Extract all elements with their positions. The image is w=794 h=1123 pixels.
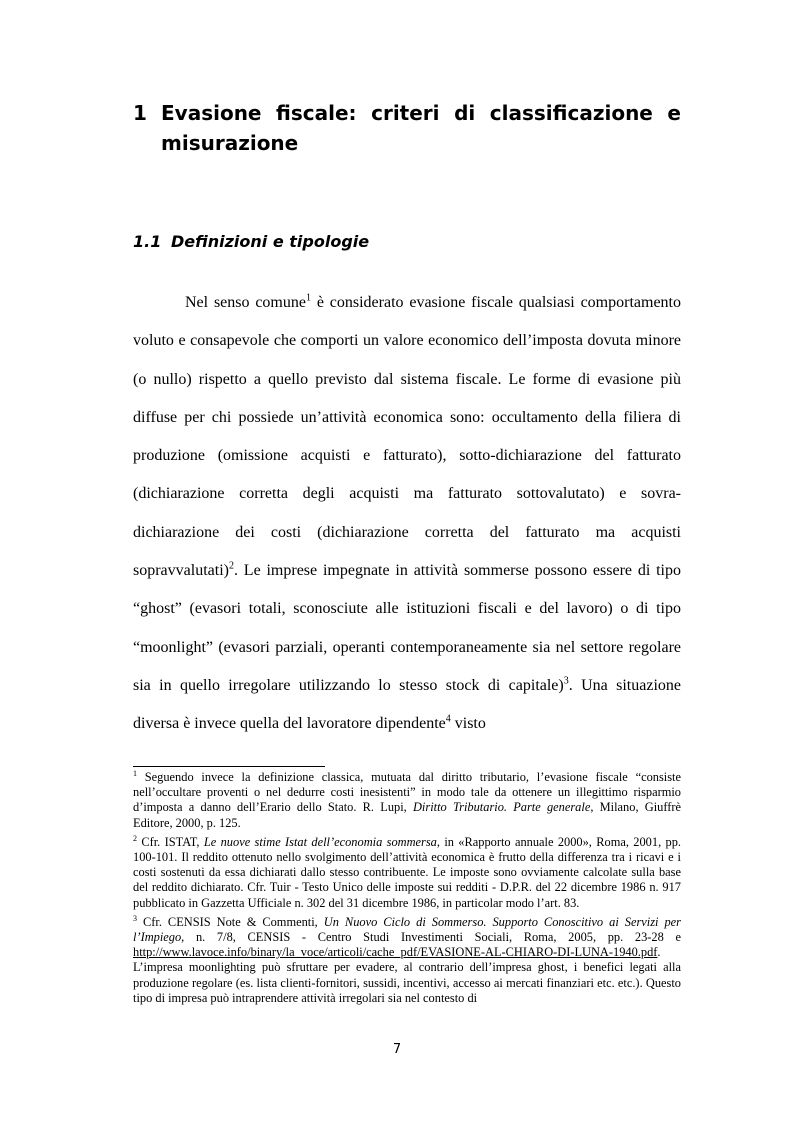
footnote-1 (133, 770, 681, 831)
body-text-part: . Una situazione diversa è invece quella del lavoratore dipendente (133, 676, 682, 733)
footnote-citation-title: Un Nuovo Ciclo di Sommerso. Supporto Conoscitivo ai Servizi per l’Impiego (133, 914, 682, 945)
footnote-text: , Milano, Giuffrè Editore, 2000, p. 125. (133, 800, 681, 830)
footnote-number: 2 (133, 833, 137, 843)
footnote-link[interactable]: http://www.lavoce.info/binary/la_voce/articoli/cache_pdf/EVASIONE-AL-CHIARO-DI-LUNA-1940.pdf (133, 945, 658, 960)
section-number: 1.1 (133, 232, 162, 251)
footnote-text: . L’impresa moonlighting può sfruttare per evadere, al contrario dell’impresa ghost, i benefici legati alla produzione regolare (es. lista clienti-fornitori, sussidi, incentivi, accesso ai mercati finanziari etc. etc.). Questo tipo di impresa può intraprendere attività irregolari sia nel contesto di (133, 945, 681, 1005)
body-text-part: . Le imprese impegnate in attività sommerse possono essere di tipo “ghost” (evasori totali, sconosciute alle istituzioni fiscali e del lavoro) o di tipo “moonlight” (evasori parziali, operanti contemporaneamente sia nel settore regolare sia in quello irregolare utilizzando lo stesso stock di capitale) (133, 562, 681, 694)
footnote-ref-3[interactable]: 3 (563, 675, 569, 687)
footnote-ref-4[interactable]: 4 (445, 713, 451, 725)
footnote-citation-title: Diritto Tributario. Parte generale (412, 800, 591, 815)
footnote-text: Cfr. CENSIS Note & Commenti, (137, 914, 324, 929)
footnote-ref-2[interactable]: 2 (228, 560, 234, 572)
footnote-text: , n. 7/8, CENSIS - Centro Studi Investimenti Sociali, Roma, 2005, pp. 23-28 e (181, 930, 681, 945)
body-text-part: visto (450, 715, 486, 733)
section-title (133, 230, 369, 254)
body-text-part: Nel senso comune (185, 294, 306, 311)
footnote-number: 1 (133, 768, 137, 778)
footnote-3 (133, 915, 681, 1006)
footnote-citation-title: Le nuove stime Istat dell’economia sommersa (203, 834, 437, 849)
footnote-2 (133, 835, 681, 911)
body-paragraph (133, 284, 681, 744)
footnote-text: Seguendo invece la definizione classica, mutuata dal diritto tributario, l’evasione fiscale “consiste nell’occultare proventi o nel dedurre costi inesistenti” in modo tale da ottenere un illegittimo risparmio d’imposta a danno dell’Erario dello Stato. R. Lupi, (133, 770, 681, 815)
page-number: 7 (392, 1042, 402, 1057)
chapter-number: 1 (133, 101, 147, 125)
footnote-separator (133, 766, 325, 767)
chapter-title-line2: misurazione (161, 131, 299, 155)
footnote-number: 3 (133, 913, 137, 923)
body-text-part: è considerato evasione fiscale qualsiasi comportamento voluto e consapevole che comporti un valore economico dell’imposta dovuta minore (o nullo) rispetto a quello previsto dal sistema fiscale. Le forme di evasione più diffuse per chi possiede un’attività economica sono: occultamento della filiera di produzione (omissione acquisti e fatturato), sotto-dichiarazione del fatturato (dichiarazione corretta degli acquisti ma fatturato sottovalutato) e sovra-dichiarazione dei costi (dichiarazione corretta del fatturato ma acquisti sopravvalutati) (133, 294, 681, 580)
footnote-text: , in «Rapporto annuale 2000», Roma, 2001, pp. 100-101. Il reddito ottenuto nello svolgimento dell’attività economica è frutto della differenza tra i ricavi e i costi sostenuti da essa dichiarati dallo stesso contribuente. Le imposte sono ovviamente calcolate sulla base del reddito dichiarato. Cfr. Tuir - Testo Unico delle imposte sui redditi - D.P.R. del 22 dicembre 1986 n. 917 pubblicato in Gazzetta Ufficiale n. 302 del 31 dicembre 1986, in particolar modo l’art. 83. (133, 834, 681, 910)
footnote-ref-1[interactable]: 1 (305, 292, 311, 304)
footnotes (133, 770, 681, 1010)
footnote-text: Cfr. ISTAT, (137, 834, 204, 849)
section-title-text: Definizioni e tipologie (171, 232, 370, 251)
chapter-title-line1: Evasione fiscale: criteri di classificazione e (161, 101, 681, 125)
